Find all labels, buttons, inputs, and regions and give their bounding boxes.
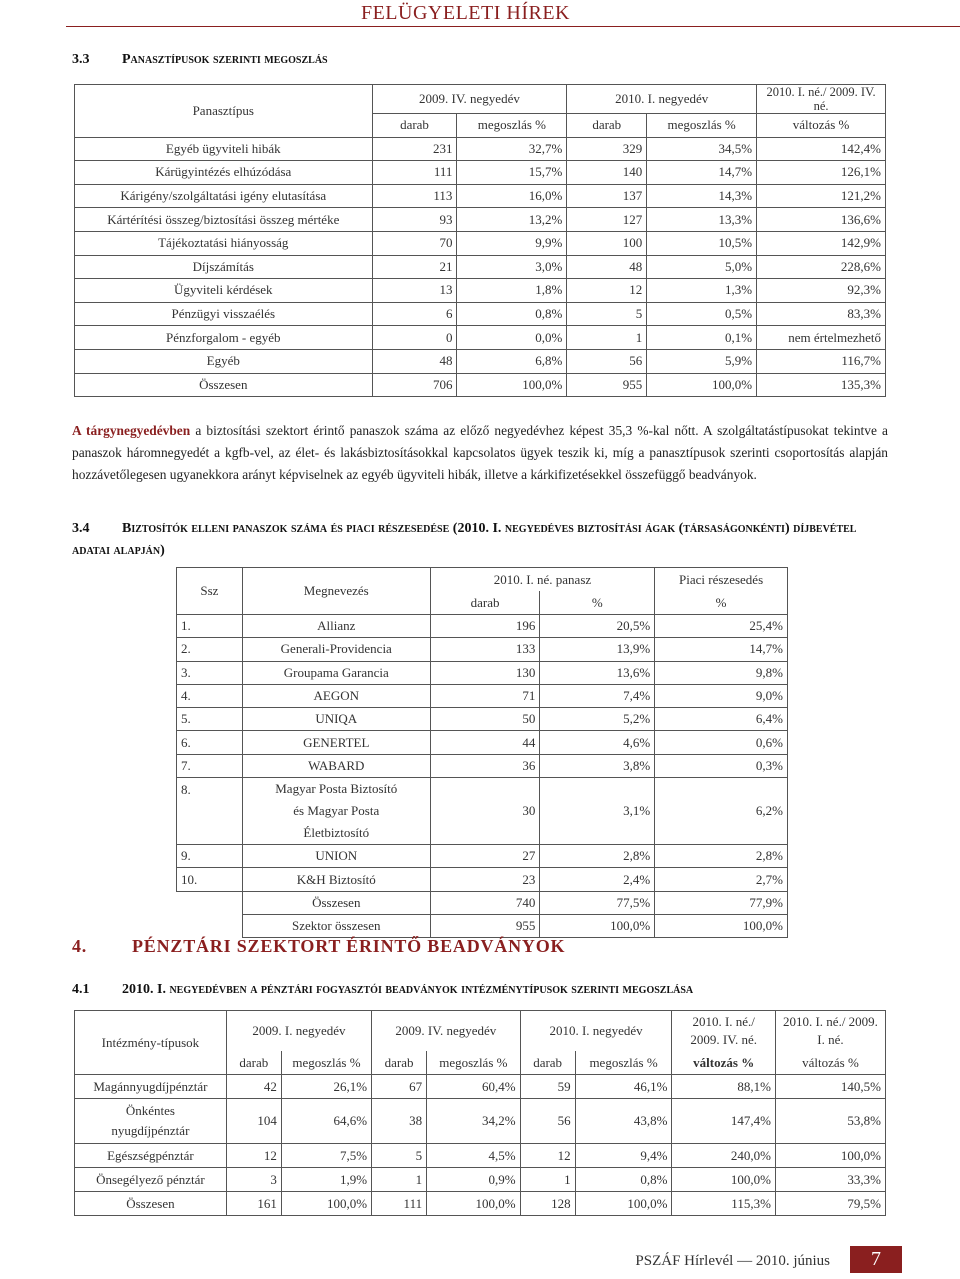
value-cell: 3 xyxy=(226,1168,281,1192)
q4-2009-count: 6 xyxy=(372,302,457,326)
market-share: 6,4% xyxy=(655,708,788,731)
complaint-share: 13,9% xyxy=(540,638,655,661)
value-cell: 33,3% xyxy=(775,1168,885,1192)
value-cell: 34,2% xyxy=(427,1099,521,1144)
table-row xyxy=(75,326,886,350)
fund-submissions-table xyxy=(74,1010,886,1216)
subheader-darab: darab xyxy=(372,1051,427,1075)
insurer-complaints-body xyxy=(177,615,788,892)
table-row xyxy=(75,373,886,397)
q4-2009-share: 13,2% xyxy=(457,208,567,232)
insurer-name: WABARD xyxy=(242,754,430,777)
complaint-types-table xyxy=(74,84,886,397)
fund-type: Magánnyugdíjpénztár xyxy=(75,1075,227,1099)
table-header-panasztipus: Panasztípus xyxy=(75,85,373,138)
q1-2010-share: 0,5% xyxy=(647,302,757,326)
row-label: Kártérítési összeg/biztosítási összeg mértéke xyxy=(75,208,373,232)
value-cell: 100,0% xyxy=(575,1192,672,1216)
insurer-name: Allianz xyxy=(242,615,430,638)
subheader-darab: darab xyxy=(430,591,540,615)
complaint-count: 44 xyxy=(430,731,540,754)
complaint-share: 2,4% xyxy=(540,868,655,891)
insurer-name: AEGON xyxy=(242,684,430,707)
value-cell: 140,5% xyxy=(775,1075,885,1099)
q1-2010-count: 1 xyxy=(567,326,647,350)
q1-2010-share: 14,3% xyxy=(647,184,757,208)
value-cell: 7,5% xyxy=(281,1144,371,1168)
value-cell: 59 xyxy=(520,1075,575,1099)
table-row xyxy=(177,708,788,731)
complaint-share: 2,8% xyxy=(540,845,655,868)
publication-name: PSZÁF Hírlevél — 2010. június xyxy=(635,1253,830,1269)
sector-share: 100,0% xyxy=(655,914,788,937)
section-4-heading xyxy=(72,936,565,957)
q1-2010-share: 100,0% xyxy=(647,373,757,397)
value-cell: 111 xyxy=(372,1192,427,1216)
value-cell: 12 xyxy=(520,1144,575,1168)
q4-2009-share: 32,7% xyxy=(457,137,567,161)
row-number: 8. xyxy=(177,778,243,845)
table-header-change: 2010. I. né./ 2009. IV. né. xyxy=(757,85,886,114)
section-3-4-heading xyxy=(72,518,892,562)
q1-2010-share: 14,7% xyxy=(647,161,757,185)
q1-2010-count: 127 xyxy=(567,208,647,232)
table-header-type: Intézmény-típusok xyxy=(75,1011,227,1075)
q4-2009-share: 100,0% xyxy=(457,373,567,397)
value-cell: 38 xyxy=(372,1099,427,1144)
section-title: Panasztípusok szerinti megoszlás xyxy=(122,52,328,67)
fund-type: Összesen xyxy=(75,1192,227,1216)
table-row xyxy=(177,638,788,661)
market-share: 9,0% xyxy=(655,684,788,707)
market-share: 0,6% xyxy=(655,731,788,754)
q4-2009-count: 93 xyxy=(372,208,457,232)
section-title-prefix: 2010. I. xyxy=(122,982,170,997)
table-row xyxy=(75,231,886,255)
q1-2010-share: 1,3% xyxy=(647,279,757,303)
q4-2009-share: 6,8% xyxy=(457,349,567,373)
total-share: 77,9% xyxy=(655,891,788,914)
complaint-count: 27 xyxy=(430,845,540,868)
subheader-megoszlas: megoszlás % xyxy=(457,114,567,138)
table-row xyxy=(75,161,886,185)
complaint-share: 13,6% xyxy=(540,661,655,684)
value-cell: 53,8% xyxy=(775,1099,885,1144)
row-number: 1. xyxy=(177,615,243,638)
complaint-count: 130 xyxy=(430,661,540,684)
value-cell: 79,5% xyxy=(775,1192,885,1216)
value-cell: 12 xyxy=(226,1144,281,1168)
q1-2010-share: 0,1% xyxy=(647,326,757,350)
q4-2009-count: 48 xyxy=(372,349,457,373)
value-cell: 100,0% xyxy=(281,1192,371,1216)
page-footer xyxy=(635,1246,902,1273)
value-cell: 1 xyxy=(520,1168,575,1192)
q4-2009-share: 1,8% xyxy=(457,279,567,303)
value-cell: 0,9% xyxy=(427,1168,521,1192)
table-header-q1-2010: 2010. I. negyedév xyxy=(567,85,757,114)
insurer-name: Magyar Posta Biztosító és Magyar Posta Életbiztosító xyxy=(242,778,430,845)
change-pct: 92,3% xyxy=(757,279,886,303)
value-cell: 100,0% xyxy=(775,1144,885,1168)
complaint-count: 196 xyxy=(430,615,540,638)
row-label: Kárigény/szolgáltatási igény elutasítása xyxy=(75,184,373,208)
complaint-share: 5,2% xyxy=(540,708,655,731)
value-cell: 46,1% xyxy=(575,1075,672,1099)
q4-2009-count: 111 xyxy=(372,161,457,185)
value-cell: 128 xyxy=(520,1192,575,1216)
insurer-name: GENERTEL xyxy=(242,731,430,754)
total-label: Összesen xyxy=(242,891,430,914)
table-row xyxy=(75,302,886,326)
row-label: Összesen xyxy=(75,373,373,397)
paragraph-text: a biztosítási szektort érintő panaszok száma az előző negyedévhez képest 35,3 %-kal nőtt. A szolgáltatástípusokat tekintve a panaszok háromnegyedét a kgfb-vel, az élet- és lakásbiztosításokkal kapcsolatos ügyek teszik ki, míg a panasztípusok szerinti csoportosítás alapján hozzávetőlegesen ugyanekkora arányt képviselnek az egyéb ügyviteli hibák, illetve a kárkifizetésekkel összefüggő beadványok. xyxy=(72,423,888,482)
q1-2010-count: 56 xyxy=(567,349,647,373)
change-pct: nem értelmezhető xyxy=(757,326,886,350)
row-number: 4. xyxy=(177,684,243,707)
value-cell: 4,5% xyxy=(427,1144,521,1168)
section-title: Biztosítók elleni panaszok száma és piaci részesedése (2010. I. negyedéves biztosítási ágak (társaságonkénti) díjbevétel adatai alapján) xyxy=(72,521,857,558)
q1-2010-count: 5 xyxy=(567,302,647,326)
market-share: 0,3% xyxy=(655,754,788,777)
subheader-pct: % xyxy=(540,591,655,615)
page-number: 7 xyxy=(850,1246,902,1273)
section-number: 3.3 xyxy=(72,52,90,67)
subheader-darab: darab xyxy=(372,114,457,138)
q4-2009-share: 15,7% xyxy=(457,161,567,185)
value-cell: 240,0% xyxy=(672,1144,775,1168)
section-title: PÉNZTÁRI SZEKTORT ÉRINTŐ BEADVÁNYOK xyxy=(132,936,566,956)
subheader-megoszlas: megoszlás % xyxy=(647,114,757,138)
row-label: Egyéb xyxy=(75,349,373,373)
q1-2010-count: 955 xyxy=(567,373,647,397)
sector-count: 955 xyxy=(430,914,540,937)
table-row xyxy=(177,684,788,707)
value-cell: 104 xyxy=(226,1099,281,1144)
fund-type: Egészségpénztár xyxy=(75,1144,227,1168)
table-row xyxy=(75,1168,886,1192)
value-cell: 1 xyxy=(372,1168,427,1192)
total-count: 740 xyxy=(430,891,540,914)
complaint-count: 50 xyxy=(430,708,540,731)
value-cell: 9,4% xyxy=(575,1144,672,1168)
table-row xyxy=(75,208,886,232)
insurer-name: Groupama Garancia xyxy=(242,661,430,684)
complaint-share: 4,6% xyxy=(540,731,655,754)
q4-2009-count: 21 xyxy=(372,255,457,279)
table-row xyxy=(177,868,788,891)
value-cell: 100,0% xyxy=(427,1192,521,1216)
table-row xyxy=(177,845,788,868)
q4-2009-share: 0,0% xyxy=(457,326,567,350)
q4-2009-count: 113 xyxy=(372,184,457,208)
row-number: 7. xyxy=(177,754,243,777)
table-header-q1-2010: 2010. I. negyedév xyxy=(520,1011,672,1052)
change-pct: 116,7% xyxy=(757,349,886,373)
q4-2009-count: 0 xyxy=(372,326,457,350)
sector-pct: 100,0% xyxy=(540,914,655,937)
value-cell: 42 xyxy=(226,1075,281,1099)
sector-label: Szektor összesen xyxy=(242,914,430,937)
subheader-valtozas-bold: változás % xyxy=(672,1051,775,1075)
value-cell: 88,1% xyxy=(672,1075,775,1099)
summary-paragraph xyxy=(72,420,888,486)
q1-2010-count: 329 xyxy=(567,137,647,161)
complaint-count: 36 xyxy=(430,754,540,777)
change-pct: 135,3% xyxy=(757,373,886,397)
table-row xyxy=(75,1099,886,1144)
total-pct: 77,5% xyxy=(540,891,655,914)
subheader-pct: % xyxy=(655,591,788,615)
subheader-valtozas: változás % xyxy=(757,114,886,138)
market-share: 9,8% xyxy=(655,661,788,684)
q4-2009-count: 13 xyxy=(372,279,457,303)
insurer-name: UNION xyxy=(242,845,430,868)
subheader-darab: darab xyxy=(567,114,647,138)
q4-2009-share: 16,0% xyxy=(457,184,567,208)
table-row xyxy=(75,1192,886,1216)
q4-2009-share: 9,9% xyxy=(457,231,567,255)
empty-cell xyxy=(177,914,243,937)
table-row xyxy=(177,615,788,638)
subheader-megoszlas: megoszlás % xyxy=(427,1051,521,1075)
value-cell: 161 xyxy=(226,1192,281,1216)
subheader-megoszlas: megoszlás % xyxy=(281,1051,371,1075)
q4-2009-share: 3,0% xyxy=(457,255,567,279)
q4-2009-count: 70 xyxy=(372,231,457,255)
change-pct: 142,4% xyxy=(757,137,886,161)
row-label: Ügyviteli kérdések xyxy=(75,279,373,303)
complaint-count: 23 xyxy=(430,868,540,891)
table-header-ssz: Ssz xyxy=(177,568,243,615)
insurer-complaints-table xyxy=(176,567,788,938)
value-cell: 43,8% xyxy=(575,1099,672,1144)
header-title: FELÜGYELETI HÍREK xyxy=(360,2,570,24)
value-cell: 147,4% xyxy=(672,1099,775,1144)
complaint-share: 3,8% xyxy=(540,754,655,777)
change-pct: 121,2% xyxy=(757,184,886,208)
q4-2009-share: 0,8% xyxy=(457,302,567,326)
q1-2010-count: 140 xyxy=(567,161,647,185)
table-row xyxy=(75,1075,886,1099)
market-share: 14,7% xyxy=(655,638,788,661)
value-cell: 5 xyxy=(372,1144,427,1168)
table-header-change-2: 2010. I. né./ 2009. I. né. xyxy=(775,1011,885,1052)
market-share: 25,4% xyxy=(655,615,788,638)
q1-2010-count: 48 xyxy=(567,255,647,279)
change-pct: 142,9% xyxy=(757,231,886,255)
q1-2010-share: 5,9% xyxy=(647,349,757,373)
change-pct: 83,3% xyxy=(757,302,886,326)
complaint-count: 133 xyxy=(430,638,540,661)
row-label: Pénzforgalom - egyéb xyxy=(75,326,373,350)
table-row xyxy=(75,255,886,279)
table-row xyxy=(177,778,788,845)
empty-cell xyxy=(177,891,243,914)
q4-2009-count: 706 xyxy=(372,373,457,397)
table-row xyxy=(75,137,886,161)
value-cell: 100,0% xyxy=(672,1168,775,1192)
row-number: 5. xyxy=(177,708,243,731)
row-label: Egyéb ügyviteli hibák xyxy=(75,137,373,161)
section-number: 3.4 xyxy=(72,521,90,536)
row-label: Kárügyintézés elhúzódása xyxy=(75,161,373,185)
fund-type: Önkéntes nyugdíjpénztár xyxy=(75,1099,227,1144)
section-3-3-heading xyxy=(72,52,328,68)
table-header-q4-2009: 2009. IV. negyedév xyxy=(372,1011,521,1052)
subheader-valtozas: változás % xyxy=(775,1051,885,1075)
subheader-megoszlas: megoszlás % xyxy=(575,1051,672,1075)
value-cell: 67 xyxy=(372,1075,427,1099)
q1-2010-share: 10,5% xyxy=(647,231,757,255)
market-share: 6,2% xyxy=(655,778,788,845)
insurer-name: Generali-Providencia xyxy=(242,638,430,661)
table-row xyxy=(177,731,788,754)
q1-2010-share: 13,3% xyxy=(647,208,757,232)
table-row xyxy=(177,661,788,684)
value-cell: 26,1% xyxy=(281,1075,371,1099)
change-pct: 136,6% xyxy=(757,208,886,232)
fund-submissions-body xyxy=(75,1075,886,1216)
complaint-share: 7,4% xyxy=(540,684,655,707)
section-title: negyedévben a pénztári fogyasztói beadványok intézménytípusok szerinti megoszlása xyxy=(169,982,694,997)
table-row xyxy=(177,754,788,777)
insurer-name: UNIQA xyxy=(242,708,430,731)
market-share: 2,7% xyxy=(655,868,788,891)
q1-2010-count: 137 xyxy=(567,184,647,208)
table-row xyxy=(75,349,886,373)
row-number: 10. xyxy=(177,868,243,891)
change-pct: 126,1% xyxy=(757,161,886,185)
value-cell: 0,8% xyxy=(575,1168,672,1192)
row-label: Pénzügyi visszaélés xyxy=(75,302,373,326)
complaint-share: 20,5% xyxy=(540,615,655,638)
value-cell: 56 xyxy=(520,1099,575,1144)
complaint-types-body xyxy=(75,137,886,397)
table-header-megnevezes: Megnevezés xyxy=(242,568,430,615)
complaint-share: 3,1% xyxy=(540,778,655,845)
section-number: 4. xyxy=(72,936,88,956)
q1-2010-share: 5,0% xyxy=(647,255,757,279)
change-pct: 228,6% xyxy=(757,255,886,279)
row-label: Tájékoztatási hiányosság xyxy=(75,231,373,255)
row-number: 2. xyxy=(177,638,243,661)
row-number: 3. xyxy=(177,661,243,684)
value-cell: 1,9% xyxy=(281,1168,371,1192)
subheader-darab: darab xyxy=(226,1051,281,1075)
q1-2010-count: 12 xyxy=(567,279,647,303)
paragraph-lead: A tárgynegyedévben xyxy=(72,423,191,438)
value-cell: 60,4% xyxy=(427,1075,521,1099)
table-header-change-1: 2010. I. né./ 2009. IV. né. xyxy=(672,1011,775,1052)
subheader-darab: darab xyxy=(520,1051,575,1075)
q1-2010-count: 100 xyxy=(567,231,647,255)
row-number: 6. xyxy=(177,731,243,754)
insurer-name: K&H Biztosító xyxy=(242,868,430,891)
section-4-1-heading xyxy=(72,982,693,998)
value-cell: 64,6% xyxy=(281,1099,371,1144)
table-row xyxy=(75,279,886,303)
table-header-panasz: 2010. I. né. panasz xyxy=(430,568,655,592)
table-header-q1-2009: 2009. I. negyedév xyxy=(226,1011,371,1052)
complaint-count: 71 xyxy=(430,684,540,707)
q1-2010-share: 34,5% xyxy=(647,137,757,161)
table-header-piaci: Piaci részesedés xyxy=(655,568,788,592)
table-header-q4-2009: 2009. IV. negyedév xyxy=(372,85,567,114)
row-label: Díjszámítás xyxy=(75,255,373,279)
table-row xyxy=(75,1144,886,1168)
section-number: 4.1 xyxy=(72,982,90,997)
complaint-count: 30 xyxy=(430,778,540,845)
row-number: 9. xyxy=(177,845,243,868)
q4-2009-count: 231 xyxy=(372,137,457,161)
value-cell: 115,3% xyxy=(672,1192,775,1216)
market-share: 2,8% xyxy=(655,845,788,868)
fund-type: Önsegélyező pénztár xyxy=(75,1168,227,1192)
table-row xyxy=(75,184,886,208)
